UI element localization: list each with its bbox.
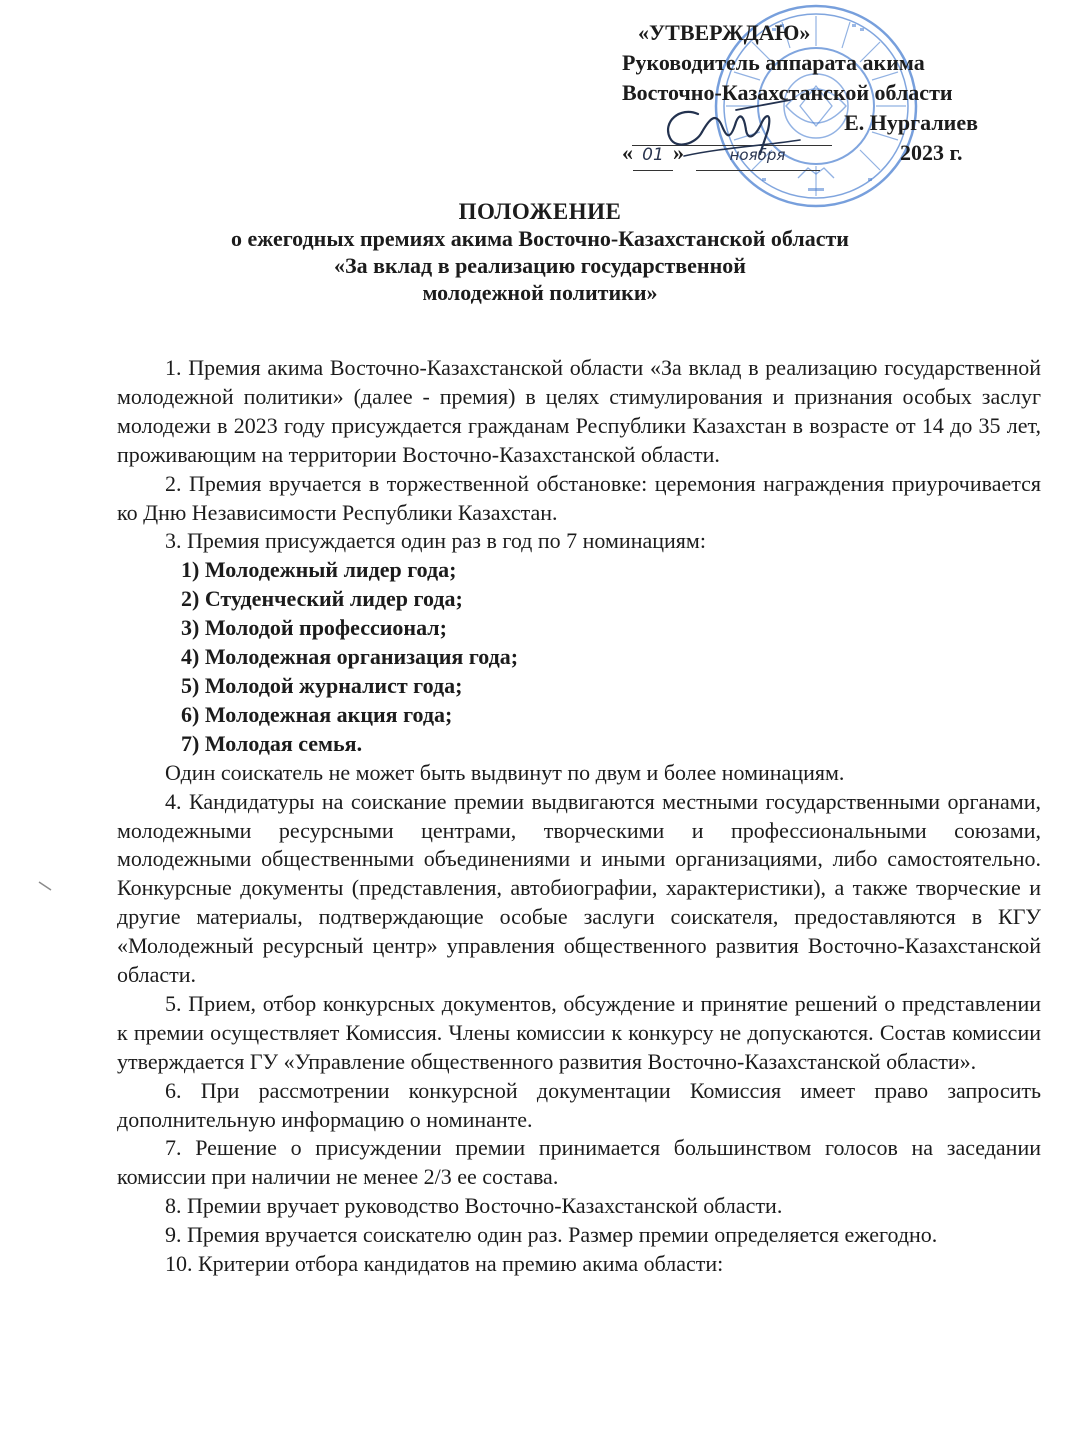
nomination-7: 7) Молодая семья. — [181, 730, 363, 756]
paragraph-1: 1. Премия акима Восточно-Казахстанской области «За вклад в реализацию государственной молодежной политики» (далее - премия) в целях стимулирования и признания особых заслуг молодежи в 2023 году присуждается гражданам Республики Казахстан в возрасте от 14 до 35 лет, проживающим на территории Восточно-Казахстанской области. — [117, 355, 1041, 467]
nomination-note: Один соискатель не может быть выдвинут по двум и более номинациям. — [165, 759, 845, 785]
nomination-6: 6) Молодежная акция года; — [181, 701, 453, 727]
document-subtitle-line3: молодежной политики» — [422, 280, 658, 305]
date-open-quote: « — [622, 140, 633, 165]
date-close-quote: » — [673, 140, 684, 165]
approval-date-month: ноября — [729, 146, 786, 164]
approval-title: «УТВЕРЖДАЮ» — [638, 20, 811, 45]
scan-mark — [38, 881, 52, 891]
paragraph-9: 9. Премия вручается соискателю один раз. Размер премии определяется ежегодно. — [165, 1222, 938, 1248]
document-title: ПОЛОЖЕНИЕ — [458, 199, 622, 224]
document-subtitle-line1: о ежегодных премиях акима Восточно-Казахстанской области — [231, 226, 849, 251]
approval-date-year: 2023 г. — [900, 140, 963, 165]
paragraph-10: 10. Критерии отбора кандидатов на премию акима области: — [165, 1251, 724, 1277]
paragraph-5: 5. Прием, отбор конкурсных документов, обсуждение и принятие решений о представлении к премии осуществляет Комиссия. Члены комиссии к конкурсу не допускаются. Состав комиссии утверждается ГУ «Управление общественного развития Восточно-Казахстанской области». — [117, 990, 1041, 1074]
nomination-1: 1) Молодежный лидер года; — [181, 557, 457, 583]
paragraph-3: 3. Премия присуждается один раз в год по 7 номинациям: — [165, 528, 706, 554]
document-heading — [0, 198, 1080, 306]
paragraph-7: 7. Решение о присуждении премии принимается большинством голосов на заседании комиссии при наличии не менее 2/3 ее состава. — [117, 1135, 1041, 1190]
paragraph-8: 8. Премии вручает руководство Восточно-Казахстанской области. — [165, 1193, 783, 1219]
paragraph-4: 4. Кандидатуры на соискание премии выдвигаются местными государственными органами, молодежными ресурсными центрами, творческими и профессиональными союзами, молодежными общественными объединениями и иными организациями, либо самостоятельно. Конкурсные документы (представления, автобиографии, характеристики), а также творческие и другие материалы, подтверждающие особые заслуги соискателя, предоставляются в КГУ «Молодежный ресурсный центр» управления общественного развития Восточно-Казахстанской области. — [117, 788, 1041, 988]
approval-name: Е. Нургалиев — [844, 110, 978, 135]
nomination-5: 5) Молодой журналист года; — [181, 672, 463, 698]
signature — [640, 92, 810, 172]
document-body — [117, 354, 1041, 1279]
nomination-2: 2) Студенческий лидер года; — [181, 586, 463, 612]
paragraph-2: 2. Премия вручается в торжественной обстановке: церемония награждения приурочивается ко Дню Независимости Республики Казахстан. — [117, 470, 1041, 525]
approval-position-line1: Руководитель аппарата акима — [622, 50, 925, 75]
paragraph-6: 6. При рассмотрении конкурсной документации Комиссия имеет право запросить дополнительную информацию о номинанте. — [117, 1077, 1041, 1132]
approval-date-day: 01 — [642, 145, 664, 165]
nomination-3: 3) Молодой профессионал; — [181, 615, 447, 641]
approval-position-line2: Восточно-Казахстанской области — [622, 80, 953, 105]
nomination-4: 4) Молодежная организация года; — [181, 644, 519, 670]
document-subtitle-line2: «За вклад в реализацию государственной — [334, 253, 746, 278]
